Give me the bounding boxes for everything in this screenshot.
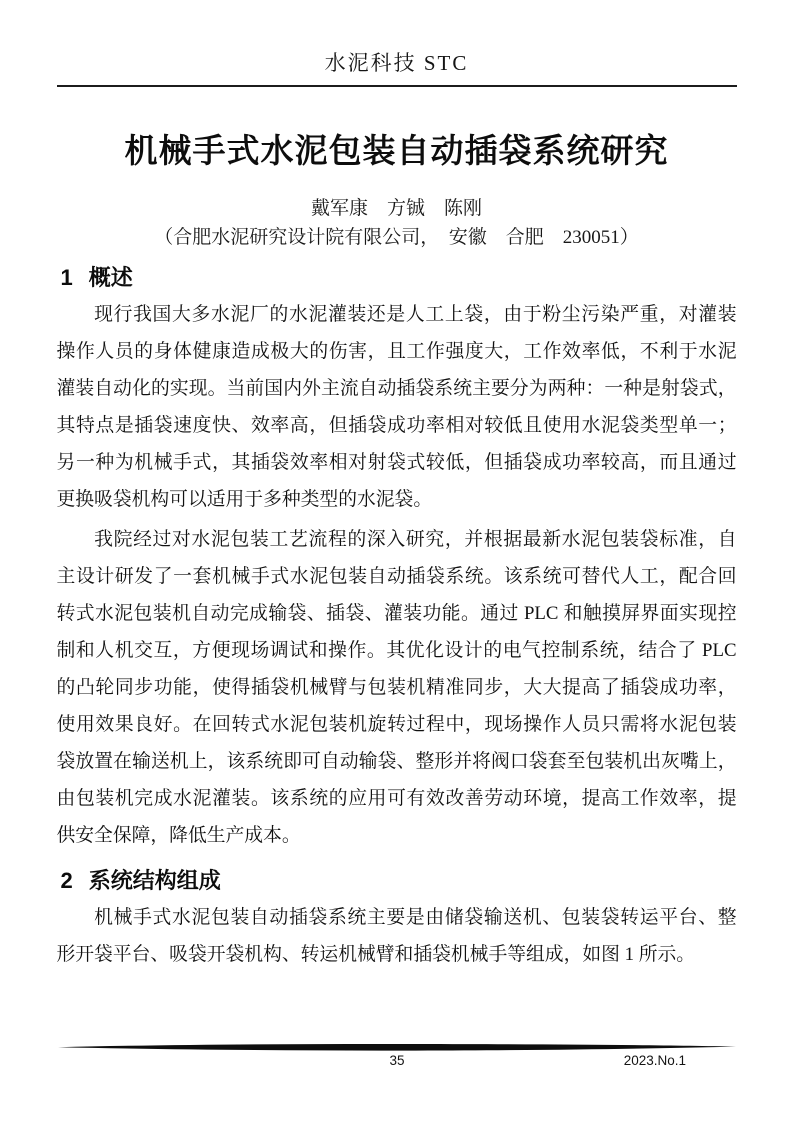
paragraph [57, 899, 737, 973]
section-heading [57, 866, 737, 896]
section-title: 概述 [88, 265, 133, 290]
text-line: 供安全保障，降低生产成本。 [56, 825, 301, 846]
page-content [57, 0, 737, 973]
text-line: 制和人机交互，方便现场调试和操作。其优化设计的电气控制系统，结合了 PLC [56, 640, 737, 661]
text-line: 使用效果良好。在回转式水泥包装机旋转过程中，现场操作人员只需将水泥包装 [56, 714, 737, 735]
footer-rule [56, 1042, 738, 1052]
section-structure [57, 866, 737, 973]
text-line: 由包装机完成水泥灌装。该系统的应用可有效改善劳动环境，提高工作效率，提 [56, 788, 737, 809]
paragraph [57, 521, 737, 854]
text-line: 灌装自动化的实现。当前国内外主流自动插袋系统主要分为两种：一种是射袋式， [56, 378, 737, 399]
text-line: 我院经过对水泥包装工艺流程的深入研究，并根据最新水泥包装袋标准，自 [94, 529, 737, 550]
section-title: 系统结构组成 [88, 868, 221, 893]
affiliation: （合肥水泥研究设计院有限公司， 安徽 合肥 230051） [154, 227, 639, 248]
text-line: 形开袋平台、吸袋开袋机构、转运机械臂和插袋机械手等组成，如图 1 所示。 [56, 944, 696, 965]
article-title: 机械手式水泥包装自动插袋系统研究 [124, 132, 669, 169]
text-line: 现行我国大多水泥厂的水泥灌装还是人工上袋，由于粉尘污染严重，对灌装 [94, 304, 737, 325]
text-line: 操作人员的身体健康造成极大的伤害，且工作强度大，工作效率低，不利于水泥 [56, 341, 737, 362]
section-heading [57, 263, 737, 293]
text-line: 的凸轮同步功能，使得插袋机械臂与包装机精准同步，大大提高了插袋成功率， [56, 677, 737, 698]
page-number: 35 [389, 1053, 405, 1068]
text-line: 转式水泥包装机自动完成输袋、插袋、灌装功能。通过 PLC 和触摸屏界面实现控 [56, 603, 737, 624]
text-line: 袋放置在输送机上，该系统即可自动输袋、整形并将阀口袋套至包装机出灰嘴上， [56, 751, 737, 772]
page-header [57, 0, 737, 87]
journal-title: 水泥科技 STC [324, 51, 469, 75]
footer-row [56, 1052, 738, 1070]
text-line: 更换吸袋机构可以适用于多种类型的水泥袋。 [56, 489, 433, 510]
text-line: 另一种为机械手式，其插袋效率相对射袋式较低，但插袋成功率较高，而且通过 [56, 452, 737, 473]
header-rule [57, 85, 737, 87]
page-footer [56, 1042, 738, 1070]
text-line: 主设计研发了一套机械手式水泥包装自动插袋系统。该系统可替代人工，配合回 [56, 566, 737, 587]
section-overview [57, 263, 737, 854]
text-line: 其特点是插袋速度快、效率高，但插袋成功率相对较低且使用水泥袋类型单一； [56, 415, 737, 436]
authors: 戴军康 方铖 陈刚 [310, 198, 482, 219]
section-number: 2 [60, 868, 73, 893]
text-line: 机械手式水泥包装自动插袋系统主要是由储袋输送机、包装袋转运平台、整 [94, 907, 737, 928]
issue-number: 2023.No.1 [623, 1053, 686, 1068]
section-number: 1 [60, 265, 73, 290]
paragraph [57, 296, 737, 518]
